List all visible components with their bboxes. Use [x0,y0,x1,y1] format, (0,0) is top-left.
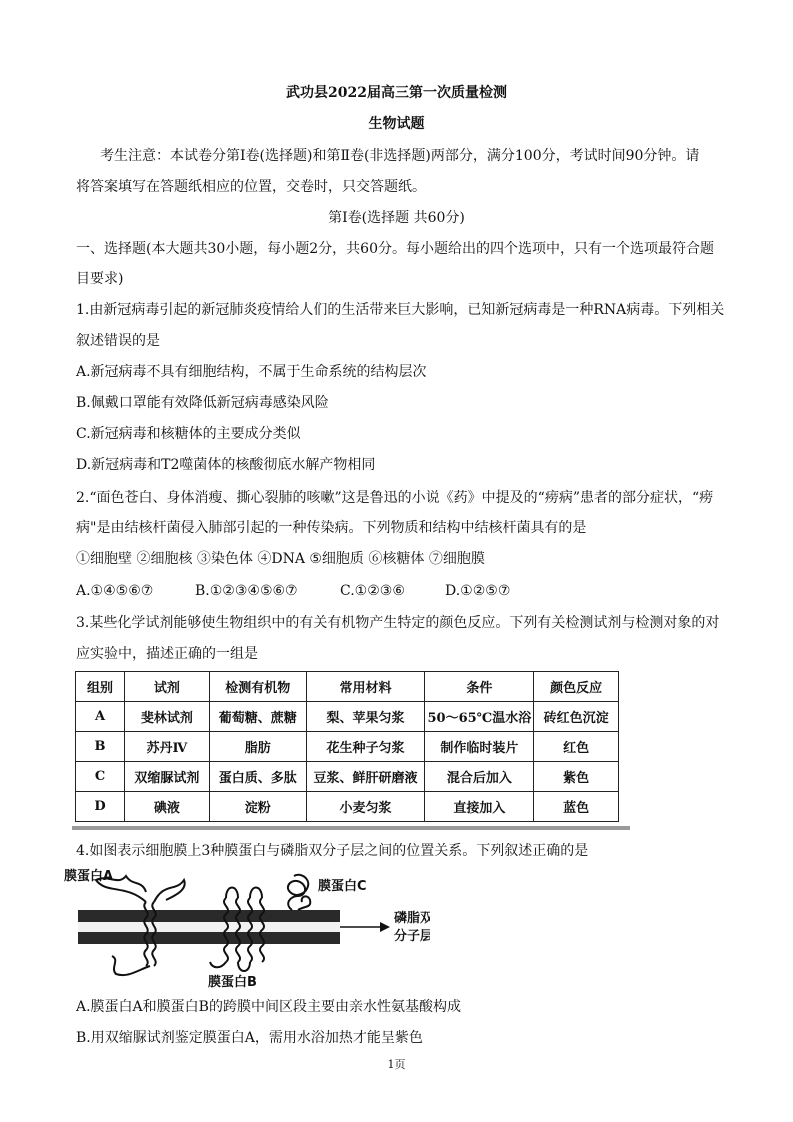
table-header-cell: 组别 [76,672,125,702]
bilayer-bottom-layer [78,932,340,944]
q1-option-a: A.新冠病毒不具有细胞结构，不属于生命系统的结构层次 [76,364,427,380]
table-cell: 制作临时装片 [425,732,534,762]
label-bilayer-1: 磷脂双 [394,911,430,926]
table-cell: B [76,732,125,762]
table-cell: 梨、苹果匀浆 [306,702,425,732]
notice-line-1: 考生注意：本试卷分第Ⅰ卷(选择题)和第Ⅱ卷(非选择题)两部分，满分100分，考试时间90分钟。请 [100,148,700,164]
table-cell: 50～65℃温水浴 [425,702,534,732]
membrane-protein-c-shape [288,875,310,910]
section1-line-1: 一、选择题(本大题共30小题，每小题2分，共60分。每小题给出的四个选项中，只有一个选项最符合题 [76,241,714,257]
exam-title: 武功县2022届高三第一次质量检测 [286,85,507,101]
table-row [76,702,619,732]
q4-stem: 4.如图表示细胞膜上3种膜蛋白与磷脂双分子层之间的位置关系。下列叙述正确的是 [76,843,589,859]
bilayer-pointer-arrowhead [380,922,390,932]
q2-stem-2: 病"是由结核杆菌侵入肺部引起的一种传染病。下列物质和结构中结核杆菌具有的是 [76,520,587,536]
q3-stem-2: 应实验中，描述正确的一组是 [76,646,258,662]
label-bilayer-2: 分子层 [394,929,430,944]
label-protein-c: 膜蛋白C [318,879,367,894]
table-cell: 碘液 [125,792,210,822]
table-row [76,792,619,822]
table-header-cell: 试剂 [125,672,210,702]
table-cell: C [76,762,125,792]
q2-option-a: A.①④⑤⑥⑦ [76,583,154,599]
table-cell: 淀粉 [209,792,306,822]
table-cell: A [76,702,125,732]
table-header-cell: 颜色反应 [534,672,619,702]
q2-stem-1: 2.“面色苍白、身体消瘦、撕心裂肺的咳嗽”这是鲁迅的小说《药》中提及的“痨病”患者的部分症状，“痨 [76,490,714,506]
bilayer-core [78,922,340,932]
part1-title: 第Ⅰ卷(选择题 共60分) [328,210,465,226]
table-cell: 砖红色沉淀 [534,702,619,732]
table-header-row [76,672,619,702]
q1-option-d: D.新冠病毒和T2噬菌体的核酸彻底水解产物相同 [76,457,376,473]
table-scan-edge [72,826,630,830]
q4-option-a: A.膜蛋白A和膜蛋白B的跨膜中间区段主要由亲水性氨基酸构成 [76,999,461,1015]
q1-option-c: C.新冠病毒和核糖体的主要成分类似 [76,426,301,442]
table-cell: 豆浆、鲜肝研磨液 [306,762,425,792]
q4-option-b: B.用双缩脲试剂鉴定膜蛋白A，需用水浴加热才能呈紫色 [76,1030,423,1046]
section1-line-2: 目要求) [76,271,124,287]
table-cell: D [76,792,125,822]
table-cell: 直接加入 [425,792,534,822]
table-cell: 花生种子匀浆 [306,732,425,762]
notice-line-2: 将答案填写在答题纸相应的位置，交卷时，只交答题纸。 [76,179,426,195]
table-cell: 小麦匀浆 [306,792,425,822]
label-protein-b: 膜蛋白B [208,975,257,990]
table-cell: 脂肪 [209,732,306,762]
table-cell: 蛋白质、多肽 [209,762,306,792]
membrane-diagram [60,866,430,990]
page-number: 1页 [387,1058,406,1071]
q2-items: ①细胞壁 ②细胞核 ③染色体 ④DNA ⑤细胞质 ⑥核糖体 ⑦细胞膜 [76,551,485,567]
table-cell: 红色 [534,732,619,762]
q2-option-c: C.①②③⑥ [340,583,405,599]
q1-option-b: B.佩戴口罩能有效降低新冠病毒感染风险 [76,395,329,411]
table-header-cell: 检测有机物 [209,672,306,702]
table-header-cell: 条件 [425,672,534,702]
bilayer-top-layer [78,910,340,922]
q3-table [75,671,619,822]
table-cell: 紫色 [534,762,619,792]
exam-subject: 生物试题 [368,116,425,132]
table-cell: 蓝色 [534,792,619,822]
table-cell: 斐林试剂 [125,702,210,732]
q2-option-b: B.①②③④⑤⑥⑦ [195,583,298,599]
q1-stem-1: 1.由新冠病毒引起的新冠肺炎疫情给人们的生活带来巨大影响，已知新冠病毒是一种RNA病毒。下列相关 [76,302,725,318]
q1-stem-2: 叙述错误的是 [76,333,160,349]
membrane-protein-figure [60,866,430,990]
table-cell: 混合后加入 [425,762,534,792]
q3-stem-1: 3.某些化学试剂能够使生物组织中的有关有机物产生特定的颜色反应。下列有关检测试剂与检测对象的对 [76,615,720,631]
table-cell: 双缩脲试剂 [125,762,210,792]
table-row [76,762,619,792]
table-row [76,732,619,762]
table-header-cell: 常用材料 [306,672,425,702]
label-protein-a: 膜蛋白A [64,869,114,884]
table-cell: 苏丹Ⅳ [125,732,210,762]
table-cell: 葡萄糖、蔗糖 [209,702,306,732]
q2-option-d: D.①②⑤⑦ [445,583,511,599]
